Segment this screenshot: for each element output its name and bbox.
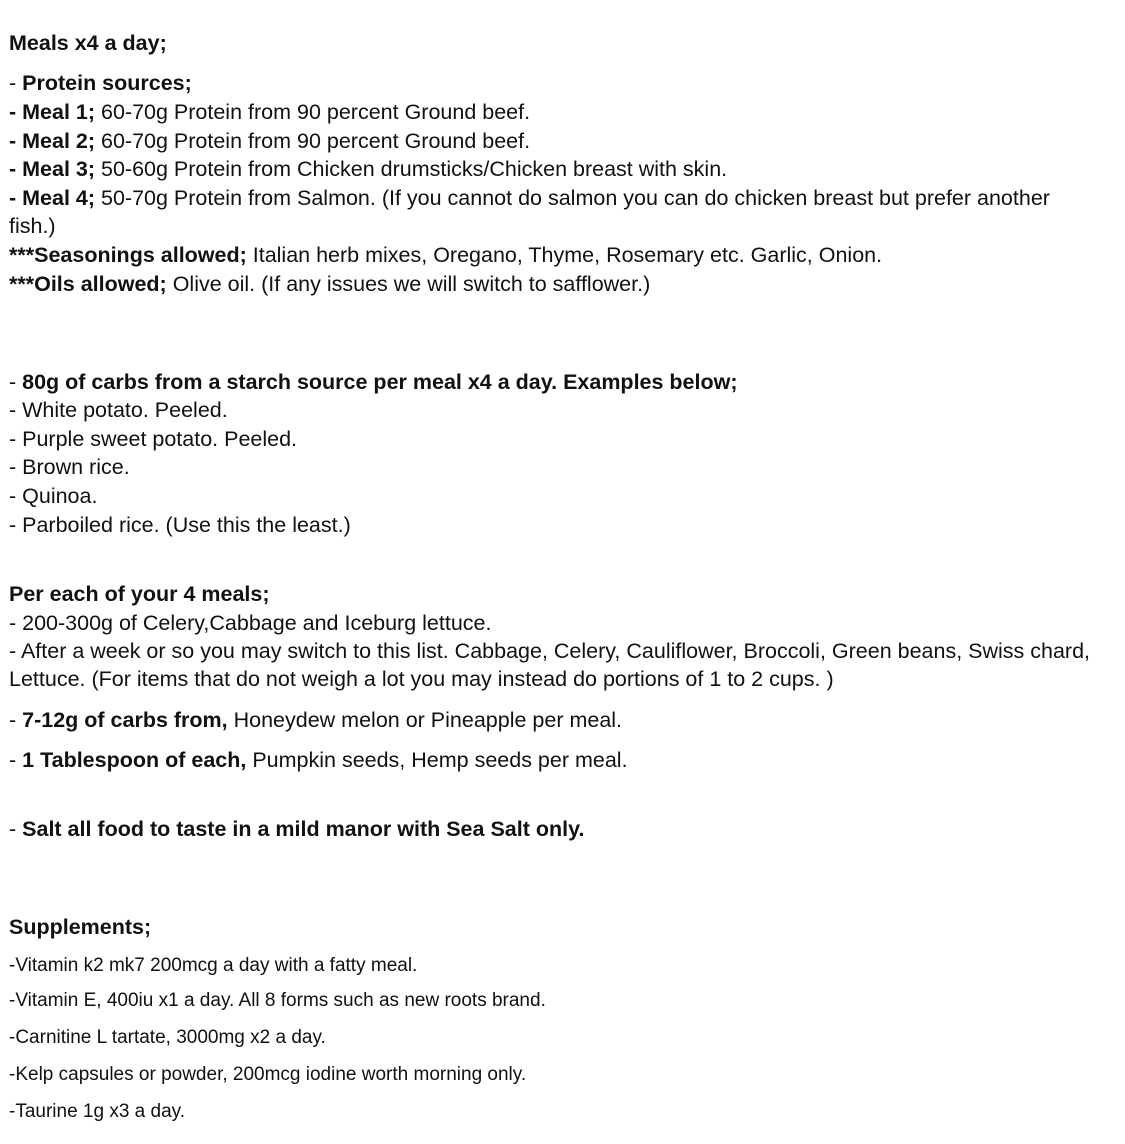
- carb-item: - Purple sweet potato. Peeled.: [9, 427, 298, 451]
- carb-item: - Parboiled rice. (Use this the least.): [9, 513, 351, 537]
- carb-item: - White potato. Peeled.: [9, 398, 228, 422]
- fruit-line: - 7-12g of carbs from, Honeydew melon or Pineapple per meal.: [9, 708, 623, 732]
- carb-item: - Brown rice.: [9, 455, 130, 479]
- salt-line: - Salt all food to taste in a mild manor with Sea Salt only.: [9, 817, 585, 841]
- supplement-item: -Carnitine L tartate, 3000mg x2 a day.: [9, 1027, 326, 1048]
- meals-heading: Meals x4 a day;: [9, 31, 167, 55]
- supplements-heading: Supplements;: [9, 915, 152, 939]
- carb-item: - Quinoa.: [9, 484, 98, 508]
- meal-3-line: - Meal 3; 50-60g Protein from Chicken drumsticks/Chicken breast with skin.: [9, 157, 728, 181]
- meal-4-line: - Meal 4; 50-70g Protein from Salmon. (If you cannot do salmon you can do chicken breast but prefer another fish.): [9, 186, 1050, 238]
- supplement-item: -Vitamin k2 mk7 200mcg a day with a fatty meal.: [9, 955, 418, 976]
- veg-line-2: - After a week or so you may switch to this list. Cabbage, Celery, Cauliflower, Broccoli, Green beans, Swiss chard, Lettuce. (For items that do not weigh a lot you may instead do portions of 1 to 2 cups. ): [9, 639, 1091, 691]
- supplement-item: -Kelp capsules or powder, 200mcg iodine worth morning only.: [9, 1064, 527, 1085]
- supplement-item: -Vitamin E, 400iu x1 a day. All 8 forms such as new roots brand.: [9, 990, 546, 1011]
- meal-1-line: - Meal 1; 60-70g Protein from 90 percent Ground beef.: [9, 100, 531, 124]
- seasonings-line: ***Seasonings allowed; Italian herb mixes, Oregano, Thyme, Rosemary etc. Garlic, Onion.: [9, 243, 883, 267]
- seeds-line: - 1 Tablespoon of each, Pumpkin seeds, Hemp seeds per meal.: [9, 748, 628, 772]
- oils-line: ***Oils allowed; Olive oil. (If any issues we will switch to safflower.): [9, 272, 651, 296]
- veg-line-1: - 200-300g of Celery,Cabbage and Iceburg lettuce.: [9, 611, 492, 635]
- meal-2-line: - Meal 2; 60-70g Protein from 90 percent Ground beef.: [9, 129, 531, 153]
- per-meal-heading: Per each of your 4 meals;: [9, 582, 270, 606]
- supplement-item: -Taurine 1g x3 a day.: [9, 1101, 186, 1122]
- carbs-heading: - 80g of carbs from a starch source per meal x4 a day. Examples below;: [9, 370, 738, 394]
- protein-heading: - Protein sources;: [9, 71, 192, 95]
